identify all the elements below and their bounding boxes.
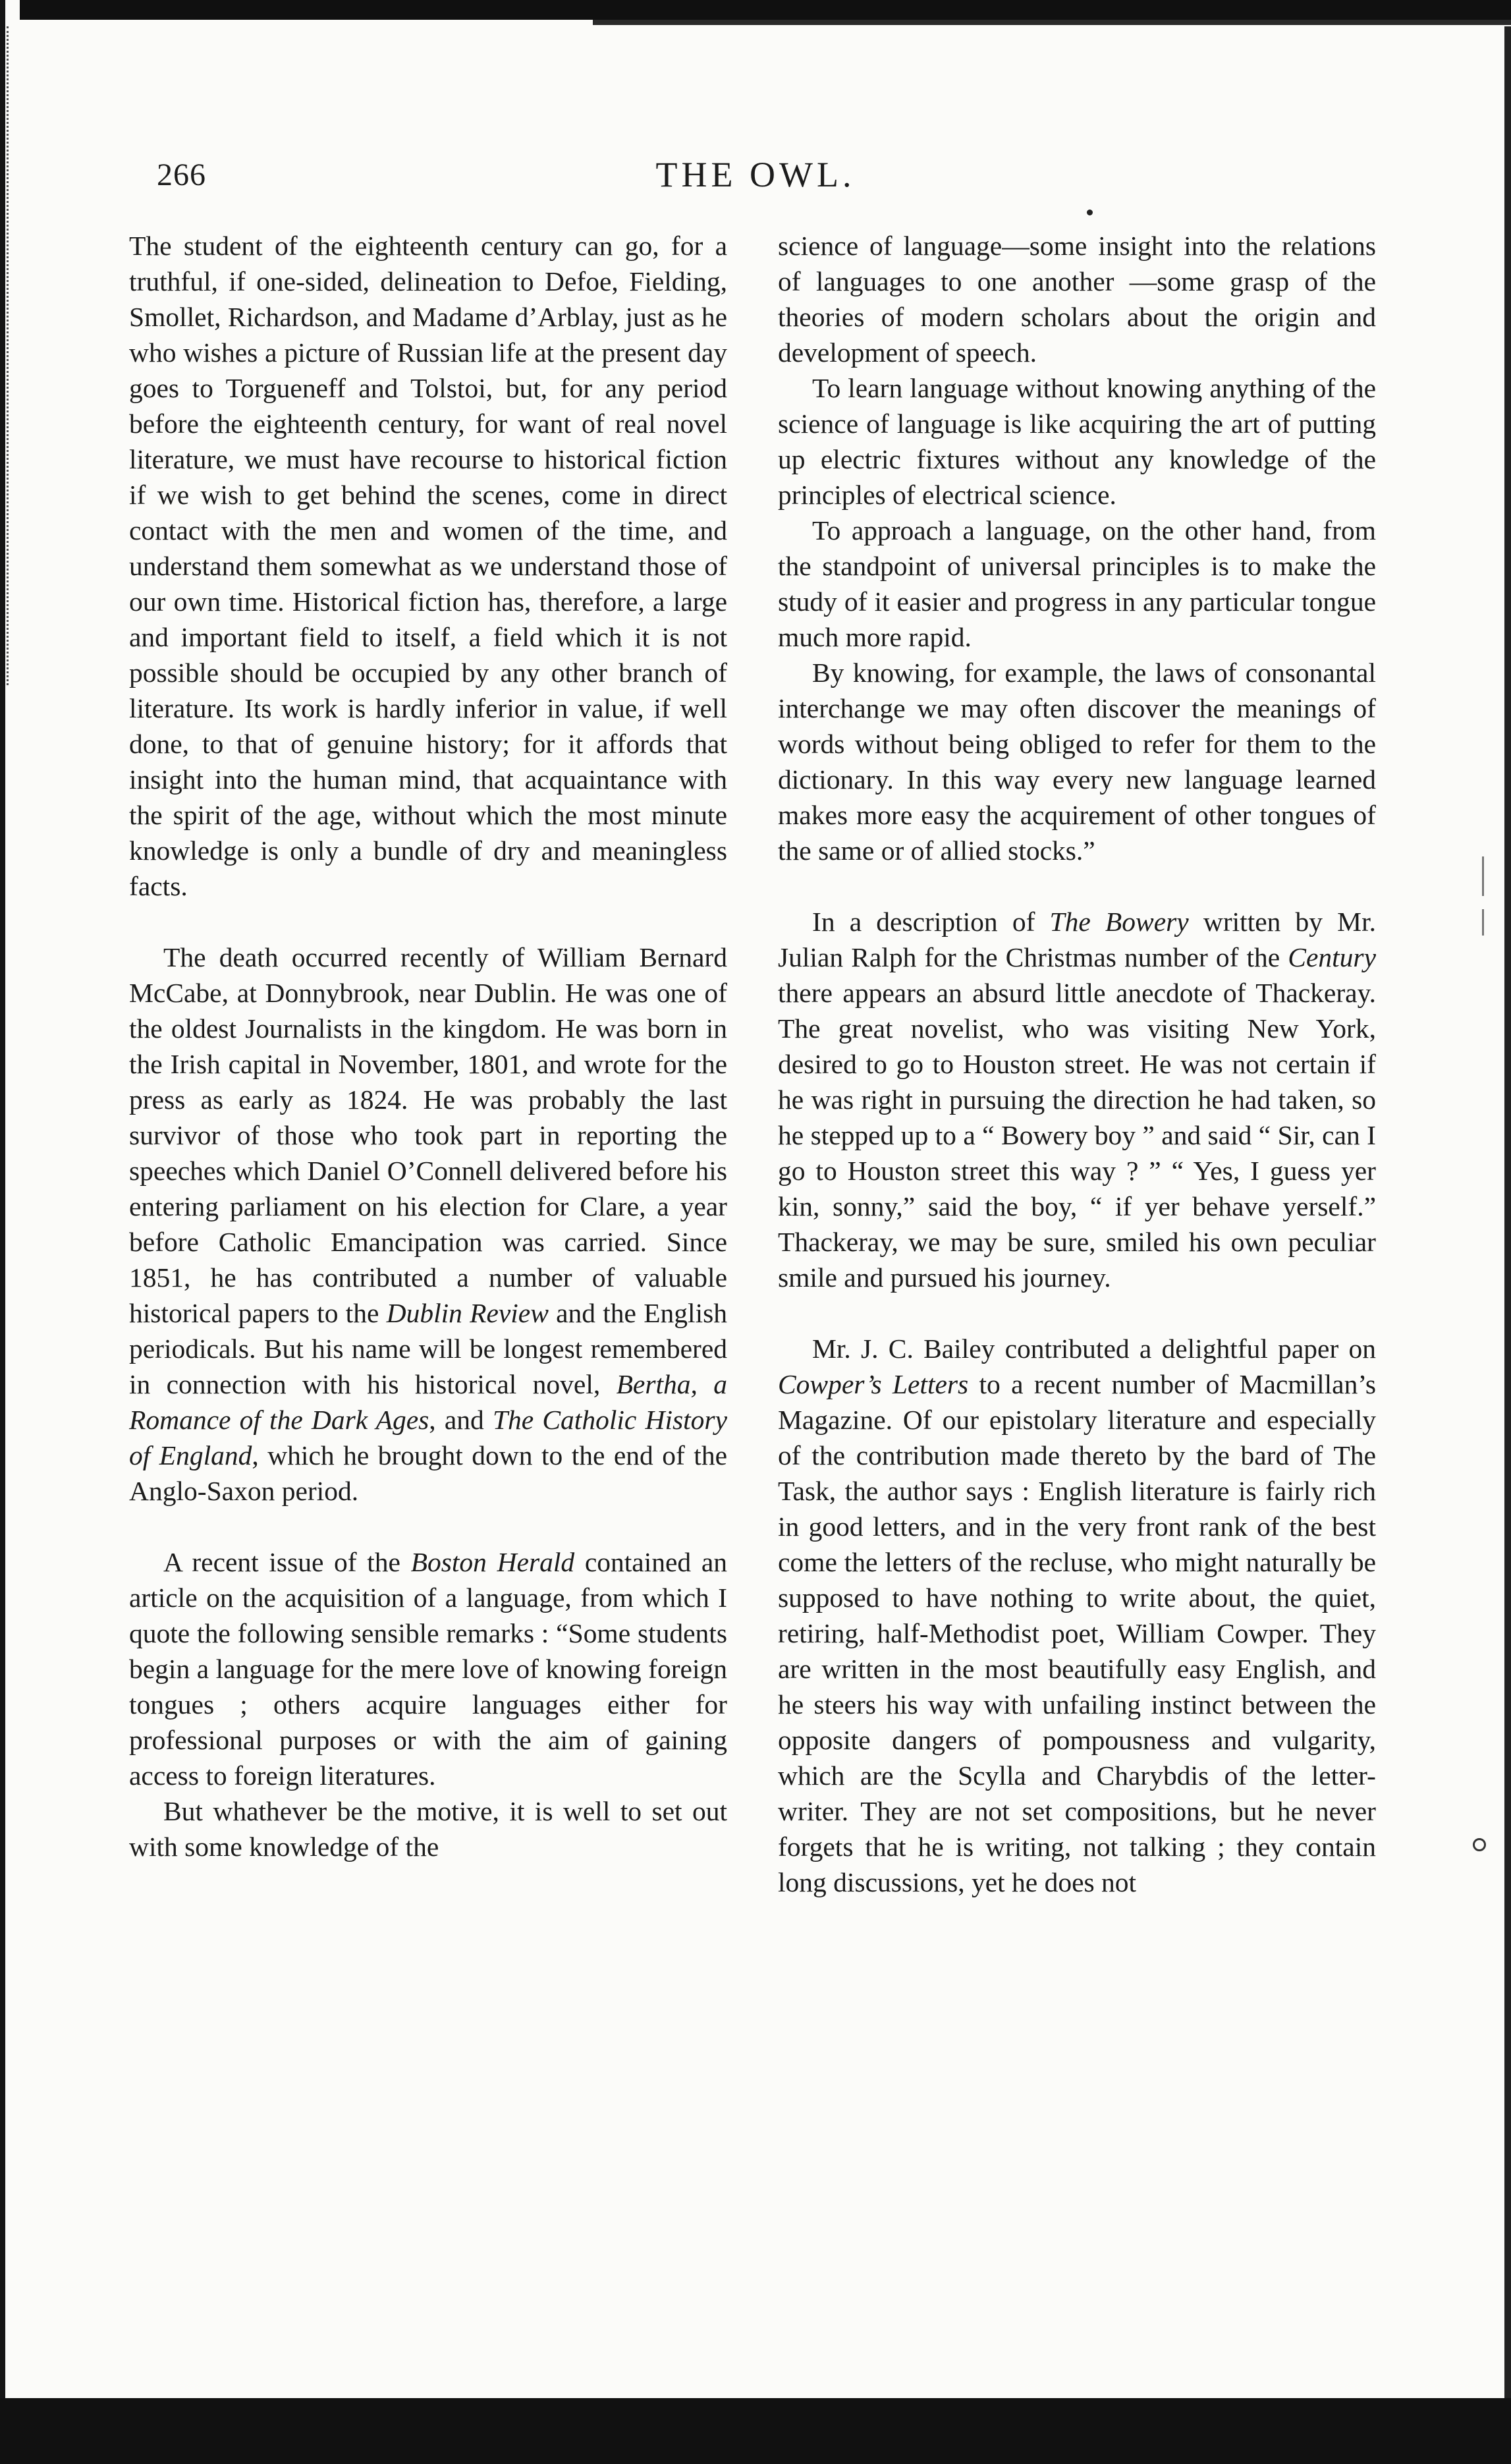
title-dublin-review: Dublin Review xyxy=(386,1298,549,1328)
title-catholic-history: The Catholic History of England xyxy=(129,1405,727,1470)
title-bertha: Bertha, a Romance of the Dark Ages xyxy=(129,1369,727,1435)
paragraph-mccabe-obituary: The death occurred recently of William Bernard McCabe, at Donnybrook, near Dublin. He was one of the oldest Journalists in the kingdom. He was born in the Irish capital in November, 1801, and wrote for the press as early as 1824. He was probably the last survivor of those who took part in reporting the speeches which Daniel O’Connell delivered before his entering parliament on his election for Clare, a year before Catholic Emancipation was carried. Since 1851, he has contributed a number of valuable historical papers to the Dublin Review and the English periodicals. But his name will be longest remembered in connection with his historical novel, Bertha, a Romance of the Dark Ages, and The Catholic History of England, which he brought down to the end of the Anglo-Saxon period. xyxy=(129,942,728,1506)
paragraph-historical-fiction: The student of the eighteenth century can go, for a truthful, if one-sided, delineation to Defoe, Fielding, Smollet, Richardson, and Madame d’Arblay, just as he who wishes a picture of Russian life at the present day goes to Torgueneff and Tolstoi, but, for any period before the eighteenth century, for want of real novel literature, we must have recourse to historical fiction if we wish to get behind the scenes, come in direct contact with the men and women of the time, and understand them somewhat as we understand those of our own time. Historical fiction has, therefore, a large and important field to itself, a field which it is not possible should be occupied by any other branch of literature. Its work is hardly inferior in value, if well done, to that of genuine history; for it affords that insight into the human mind, that acquaintance with the spirit of the age, without which the most minute knowledge is only a bundle of dry and meaningless facts. xyxy=(129,231,727,901)
scan-top-border xyxy=(20,0,1511,20)
scan-bottom-border xyxy=(0,2398,1511,2464)
title-cowpers-letters: Cowper’s Letters xyxy=(778,1369,969,1399)
paragraph-thackeray-anecdote: In a description of The Bowery written by Mr. Julian Ralph for the Christmas number of the Century there appears an absurd little anecdote of Thackeray. The great novelist, who was visiting New York, desired to go to Houston street. He was not certain if he was right in pursuing the direction he had taken, so he stepped up to a “ Bowery boy ” and said “ Sir, can I go to Houston street this way ? ” “ Yes, I guess yer kin, sonny,” said the boy, “ if yer behave yerself.” Thackeray, we may be sure, smiled his own peculiar smile and pursued his journey. xyxy=(778,907,1376,1293)
scan-top-rule xyxy=(593,20,1511,25)
title-the-bowery: The Bowery xyxy=(1049,907,1189,937)
paragraph-learn-language: To learn language without knowing anything of the science of language is like acquiring the art of putting up electric fixtures without any knowledge of the principles of electrical science. xyxy=(778,373,1376,510)
paragraph-approach-language: To approach a language, on the other hand, from the standpoint of universal principles is to make the study of it easier and progress in any particular tongue much more rapid. xyxy=(778,515,1376,652)
scan-right-tick xyxy=(1482,856,1484,896)
scan-left-binding-marks xyxy=(7,26,22,685)
page-number: 266 xyxy=(157,157,206,192)
paragraph-cowper-letters: Mr. J. C. Bailey contributed a delightful paper on Cowper’s Letters to a recent number of Macmillan’s Magazine. Of our epistolary literature and especially of the contribution made thereto by the bard of The Task, the author says : English literature is fairly rich in good letters, and in the very front rank of the best come the letters of the recluse, who might naturally be supposed to have nothing to write about, the quiet, retiring, half-Methodist poet, William Cowper. They are written in the most beautifully easy English, and he steers his way with unfailing instinct between the opposite dangers of pompousness and vulgarity, which are the Scylla and Charybdis of the letter-writer. They are not set compositions, but he never forgets that he is writing, not talking ; they contain long discussions, yet he does not xyxy=(778,1333,1377,1897)
paragraph-consonantal-interchange: By knowing, for example, the laws of consonantal interchange we may often discover the meanings of words without being obliged to refer for them to the dictionary. In this way every new language learned makes more easy the acquirement of other tongues of the same or of allied stocks.” xyxy=(778,658,1376,866)
scan-left-border xyxy=(0,0,5,2464)
title-century: Century xyxy=(1288,942,1376,972)
header-dot xyxy=(1087,210,1093,215)
paragraph-boston-herald: A recent issue of the Boston Herald contained an article on the acquisition of a language, from which I quote the following sensible remarks : “Some students begin a language for the mere love of knowing foreign tongues ; others acquire languages either for professional purposes or with the aim of gaining access to foreign literatures. xyxy=(129,1547,727,1791)
paragraph-science-of-language: science of language—some insight into the relations of languages to one another —some grasp of the theories of modern scholars about the origin and development of speech. xyxy=(778,231,1376,368)
scan-right-tick xyxy=(1482,909,1484,936)
paragraph-motive: But whathever be the motive, it is well to set out with some knowledge of the xyxy=(129,1796,727,1862)
scan-right-hole-mark xyxy=(1473,1838,1486,1851)
title-boston-herald: Boston Herald xyxy=(410,1547,575,1577)
left-column xyxy=(129,228,727,1864)
scan-right-border xyxy=(1504,26,1511,2398)
running-title: THE OWL. xyxy=(655,155,856,194)
right-column xyxy=(778,228,1376,1900)
